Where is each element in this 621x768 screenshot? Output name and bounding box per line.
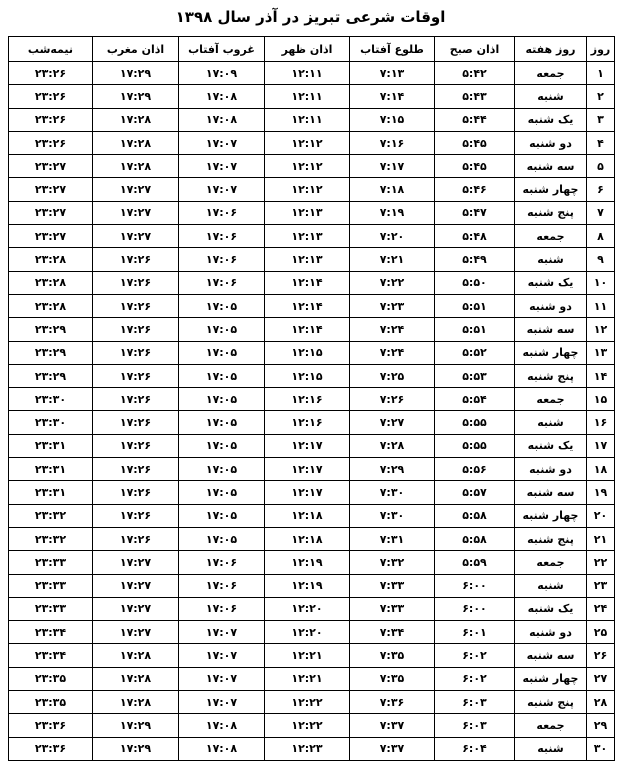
table-row	[9, 691, 615, 714]
sunrise-cell: ۷:۲۵	[350, 364, 435, 387]
midnight-cell: ۲۳:۲۸	[9, 294, 93, 317]
maghrib-cell: ۱۷:۲۹	[93, 714, 179, 737]
midnight-cell: ۲۳:۲۷	[9, 155, 93, 178]
day-cell: ۲۶	[587, 644, 615, 667]
fajr-cell: ۵:۴۳	[435, 85, 515, 108]
sunrise-cell: ۷:۱۴	[350, 85, 435, 108]
fajr-cell: ۶:۰۱	[435, 621, 515, 644]
midnight-cell: ۲۳:۳۰	[9, 411, 93, 434]
header-maghrib: اذان مغرب	[93, 37, 179, 62]
fajr-cell: ۶:۰۲	[435, 667, 515, 690]
midnight-cell: ۲۳:۲۷	[9, 178, 93, 201]
fajr-cell: ۵:۴۴	[435, 108, 515, 131]
table-row	[9, 131, 615, 154]
sunrise-cell: ۷:۳۲	[350, 551, 435, 574]
sunset-cell: ۱۷:۰۷	[179, 691, 265, 714]
table-row	[9, 318, 615, 341]
weekday-cell: پنج شنبه	[515, 527, 587, 550]
header-row	[9, 37, 615, 62]
table-row	[9, 364, 615, 387]
table-row	[9, 714, 615, 737]
midnight-cell: ۲۳:۳۱	[9, 481, 93, 504]
dhuhr-cell: ۱۲:۱۳	[265, 225, 350, 248]
table-row	[9, 458, 615, 481]
day-cell: ۷	[587, 201, 615, 224]
day-cell: ۲۳	[587, 574, 615, 597]
day-cell: ۱۰	[587, 271, 615, 294]
table-row	[9, 481, 615, 504]
sunset-cell: ۱۷:۰۸	[179, 85, 265, 108]
weekday-cell: پنج شنبه	[515, 691, 587, 714]
sunrise-cell: ۷:۲۷	[350, 411, 435, 434]
weekday-cell: شنبه	[515, 574, 587, 597]
header-dhuhr: اذان ظهر	[265, 37, 350, 62]
midnight-cell: ۲۳:۳۰	[9, 388, 93, 411]
midnight-cell: ۲۳:۲۶	[9, 85, 93, 108]
header-sunrise: طلوع آفتاب	[350, 37, 435, 62]
sunrise-cell: ۷:۲۴	[350, 318, 435, 341]
sunrise-cell: ۷:۳۱	[350, 527, 435, 550]
midnight-cell: ۲۳:۳۱	[9, 434, 93, 457]
sunrise-cell: ۷:۲۳	[350, 294, 435, 317]
fajr-cell: ۶:۰۰	[435, 597, 515, 620]
dhuhr-cell: ۱۲:۲۲	[265, 691, 350, 714]
midnight-cell: ۲۳:۳۳	[9, 597, 93, 620]
day-cell: ۳	[587, 108, 615, 131]
weekday-cell: جمعه	[515, 225, 587, 248]
day-cell: ۱۶	[587, 411, 615, 434]
weekday-cell: جمعه	[515, 62, 587, 85]
maghrib-cell: ۱۷:۲۷	[93, 201, 179, 224]
weekday-cell: سه شنبه	[515, 155, 587, 178]
header-sunset: غروب آفتاب	[179, 37, 265, 62]
maghrib-cell: ۱۷:۲۸	[93, 667, 179, 690]
sunset-cell: ۱۷:۰۷	[179, 155, 265, 178]
midnight-cell: ۲۳:۲۷	[9, 225, 93, 248]
midnight-cell: ۲۳:۲۶	[9, 108, 93, 131]
table-row	[9, 341, 615, 364]
day-cell: ۲۵	[587, 621, 615, 644]
sunrise-cell: ۷:۱۳	[350, 62, 435, 85]
dhuhr-cell: ۱۲:۱۷	[265, 434, 350, 457]
day-cell: ۲۲	[587, 551, 615, 574]
midnight-cell: ۲۳:۳۴	[9, 621, 93, 644]
maghrib-cell: ۱۷:۲۹	[93, 737, 179, 760]
fajr-cell: ۵:۵۸	[435, 504, 515, 527]
sunset-cell: ۱۷:۰۷	[179, 131, 265, 154]
fajr-cell: ۵:۴۵	[435, 155, 515, 178]
day-cell: ۱۸	[587, 458, 615, 481]
sunrise-cell: ۷:۲۴	[350, 341, 435, 364]
midnight-cell: ۲۳:۳۶	[9, 737, 93, 760]
dhuhr-cell: ۱۲:۱۵	[265, 341, 350, 364]
fajr-cell: ۵:۴۲	[435, 62, 515, 85]
dhuhr-cell: ۱۲:۱۲	[265, 178, 350, 201]
weekday-cell: یک شنبه	[515, 597, 587, 620]
sunrise-cell: ۷:۳۰	[350, 481, 435, 504]
dhuhr-cell: ۱۲:۲۰	[265, 597, 350, 620]
sunset-cell: ۱۷:۰۶	[179, 574, 265, 597]
fajr-cell: ۵:۵۰	[435, 271, 515, 294]
fajr-cell: ۵:۴۶	[435, 178, 515, 201]
sunset-cell: ۱۷:۰۵	[179, 364, 265, 387]
midnight-cell: ۲۳:۳۵	[9, 691, 93, 714]
table-row	[9, 62, 615, 85]
dhuhr-cell: ۱۲:۱۱	[265, 62, 350, 85]
maghrib-cell: ۱۷:۲۸	[93, 131, 179, 154]
dhuhr-cell: ۱۲:۱۳	[265, 201, 350, 224]
fajr-cell: ۶:۰۰	[435, 574, 515, 597]
midnight-cell: ۲۳:۲۶	[9, 62, 93, 85]
fajr-cell: ۵:۵۸	[435, 527, 515, 550]
maghrib-cell: ۱۷:۲۶	[93, 294, 179, 317]
table-row	[9, 248, 615, 271]
table-row	[9, 155, 615, 178]
sunrise-cell: ۷:۱۸	[350, 178, 435, 201]
sunset-cell: ۱۷:۰۵	[179, 411, 265, 434]
maghrib-cell: ۱۷:۲۶	[93, 364, 179, 387]
maghrib-cell: ۱۷:۲۶	[93, 341, 179, 364]
maghrib-cell: ۱۷:۲۹	[93, 62, 179, 85]
fajr-cell: ۵:۵۹	[435, 551, 515, 574]
midnight-cell: ۲۳:۲۹	[9, 341, 93, 364]
midnight-cell: ۲۳:۳۴	[9, 644, 93, 667]
weekday-cell: پنج شنبه	[515, 201, 587, 224]
sunrise-cell: ۷:۲۱	[350, 248, 435, 271]
sunset-cell: ۱۷:۰۵	[179, 504, 265, 527]
sunrise-cell: ۷:۱۹	[350, 201, 435, 224]
sunset-cell: ۱۷:۰۵	[179, 481, 265, 504]
dhuhr-cell: ۱۲:۲۲	[265, 714, 350, 737]
sunset-cell: ۱۷:۰۷	[179, 644, 265, 667]
sunrise-cell: ۷:۲۲	[350, 271, 435, 294]
fajr-cell: ۵:۵۳	[435, 364, 515, 387]
dhuhr-cell: ۱۲:۲۱	[265, 644, 350, 667]
header-day: روز	[587, 37, 615, 62]
fajr-cell: ۶:۰۲	[435, 644, 515, 667]
dhuhr-cell: ۱۲:۱۳	[265, 248, 350, 271]
sunrise-cell: ۷:۲۸	[350, 434, 435, 457]
day-cell: ۱۲	[587, 318, 615, 341]
dhuhr-cell: ۱۲:۱۹	[265, 551, 350, 574]
maghrib-cell: ۱۷:۲۷	[93, 597, 179, 620]
maghrib-cell: ۱۷:۲۶	[93, 434, 179, 457]
weekday-cell: چهار شنبه	[515, 667, 587, 690]
table-row	[9, 434, 615, 457]
sunrise-cell: ۷:۳۰	[350, 504, 435, 527]
maghrib-cell: ۱۷:۲۶	[93, 527, 179, 550]
weekday-cell: شنبه	[515, 85, 587, 108]
fajr-cell: ۵:۵۱	[435, 318, 515, 341]
day-cell: ۵	[587, 155, 615, 178]
table-row	[9, 388, 615, 411]
sunset-cell: ۱۷:۰۸	[179, 737, 265, 760]
midnight-cell: ۲۳:۳۶	[9, 714, 93, 737]
fajr-cell: ۵:۵۴	[435, 388, 515, 411]
fajr-cell: ۵:۴۸	[435, 225, 515, 248]
fajr-cell: ۶:۰۴	[435, 737, 515, 760]
table-row	[9, 667, 615, 690]
sunrise-cell: ۷:۲۹	[350, 458, 435, 481]
day-cell: ۱۵	[587, 388, 615, 411]
maghrib-cell: ۱۷:۲۷	[93, 178, 179, 201]
day-cell: ۲۹	[587, 714, 615, 737]
weekday-cell: دو شنبه	[515, 621, 587, 644]
midnight-cell: ۲۳:۲۷	[9, 201, 93, 224]
weekday-cell: جمعه	[515, 551, 587, 574]
table-row	[9, 411, 615, 434]
midnight-cell: ۲۳:۳۲	[9, 527, 93, 550]
day-cell: ۱۹	[587, 481, 615, 504]
sunset-cell: ۱۷:۰۸	[179, 108, 265, 131]
fajr-cell: ۶:۰۳	[435, 714, 515, 737]
maghrib-cell: ۱۷:۲۷	[93, 551, 179, 574]
fajr-cell: ۵:۵۵	[435, 434, 515, 457]
dhuhr-cell: ۱۲:۱۸	[265, 527, 350, 550]
day-cell: ۲۱	[587, 527, 615, 550]
sunrise-cell: ۷:۳۳	[350, 574, 435, 597]
day-cell: ۱۷	[587, 434, 615, 457]
table-row	[9, 574, 615, 597]
midnight-cell: ۲۳:۲۸	[9, 271, 93, 294]
table-row	[9, 644, 615, 667]
table-row	[9, 737, 615, 760]
sunset-cell: ۱۷:۰۵	[179, 294, 265, 317]
dhuhr-cell: ۱۲:۱۷	[265, 458, 350, 481]
table-row	[9, 597, 615, 620]
maghrib-cell: ۱۷:۲۸	[93, 108, 179, 131]
table-row	[9, 621, 615, 644]
sunset-cell: ۱۷:۰۵	[179, 434, 265, 457]
day-cell: ۸	[587, 225, 615, 248]
fajr-cell: ۵:۴۷	[435, 201, 515, 224]
weekday-cell: جمعه	[515, 388, 587, 411]
maghrib-cell: ۱۷:۲۶	[93, 458, 179, 481]
fajr-cell: ۵:۴۹	[435, 248, 515, 271]
table-body	[9, 62, 615, 761]
weekday-cell: پنج شنبه	[515, 364, 587, 387]
day-cell: ۹	[587, 248, 615, 271]
sunrise-cell: ۷:۳۵	[350, 667, 435, 690]
sunset-cell: ۱۷:۰۵	[179, 527, 265, 550]
weekday-cell: شنبه	[515, 248, 587, 271]
dhuhr-cell: ۱۲:۱۵	[265, 364, 350, 387]
day-cell: ۲۷	[587, 667, 615, 690]
maghrib-cell: ۱۷:۲۷	[93, 574, 179, 597]
sunset-cell: ۱۷:۰۵	[179, 341, 265, 364]
dhuhr-cell: ۱۲:۱۶	[265, 411, 350, 434]
sunset-cell: ۱۷:۰۷	[179, 667, 265, 690]
maghrib-cell: ۱۷:۲۶	[93, 504, 179, 527]
maghrib-cell: ۱۷:۲۶	[93, 411, 179, 434]
sunrise-cell: ۷:۳۷	[350, 737, 435, 760]
table-row	[9, 551, 615, 574]
day-cell: ۲۴	[587, 597, 615, 620]
dhuhr-cell: ۱۲:۱۹	[265, 574, 350, 597]
fajr-cell: ۵:۴۵	[435, 131, 515, 154]
sunrise-cell: ۷:۳۷	[350, 714, 435, 737]
dhuhr-cell: ۱۲:۲۰	[265, 621, 350, 644]
header-weekday: روز هفته	[515, 37, 587, 62]
maghrib-cell: ۱۷:۲۷	[93, 225, 179, 248]
weekday-cell: سه شنبه	[515, 318, 587, 341]
midnight-cell: ۲۳:۳۳	[9, 574, 93, 597]
fajr-cell: ۵:۵۶	[435, 458, 515, 481]
midnight-cell: ۲۳:۳۲	[9, 504, 93, 527]
table-row	[9, 527, 615, 550]
maghrib-cell: ۱۷:۲۶	[93, 318, 179, 341]
dhuhr-cell: ۱۲:۱۸	[265, 504, 350, 527]
table-row	[9, 108, 615, 131]
fajr-cell: ۵:۵۵	[435, 411, 515, 434]
day-cell: ۶	[587, 178, 615, 201]
fajr-cell: ۵:۵۷	[435, 481, 515, 504]
weekday-cell: دو شنبه	[515, 131, 587, 154]
sunrise-cell: ۷:۱۶	[350, 131, 435, 154]
table-row	[9, 271, 615, 294]
weekday-cell: چهار شنبه	[515, 178, 587, 201]
weekday-cell: یک شنبه	[515, 434, 587, 457]
sunrise-cell: ۷:۲۶	[350, 388, 435, 411]
sunset-cell: ۱۷:۰۶	[179, 248, 265, 271]
sunset-cell: ۱۷:۰۵	[179, 318, 265, 341]
sunrise-cell: ۷:۳۳	[350, 597, 435, 620]
day-cell: ۲۰	[587, 504, 615, 527]
day-cell: ۱۱	[587, 294, 615, 317]
dhuhr-cell: ۱۲:۱۲	[265, 131, 350, 154]
sunrise-cell: ۷:۲۰	[350, 225, 435, 248]
dhuhr-cell: ۱۲:۱۱	[265, 108, 350, 131]
page-title: اوقات شرعی تبریز در آذر سال ۱۳۹۸	[175, 8, 446, 26]
midnight-cell: ۲۳:۳۱	[9, 458, 93, 481]
dhuhr-cell: ۱۲:۱۲	[265, 155, 350, 178]
sunset-cell: ۱۷:۰۶	[179, 201, 265, 224]
dhuhr-cell: ۱۲:۲۱	[265, 667, 350, 690]
fajr-cell: ۵:۵۲	[435, 341, 515, 364]
fajr-cell: ۶:۰۳	[435, 691, 515, 714]
sunset-cell: ۱۷:۰۶	[179, 551, 265, 574]
weekday-cell: شنبه	[515, 737, 587, 760]
day-cell: ۲۸	[587, 691, 615, 714]
day-cell: ۱۴	[587, 364, 615, 387]
weekday-cell: دو شنبه	[515, 294, 587, 317]
prayer-times-table	[8, 36, 615, 761]
day-cell: ۴	[587, 131, 615, 154]
sunset-cell: ۱۷:۰۵	[179, 458, 265, 481]
sunrise-cell: ۷:۱۵	[350, 108, 435, 131]
weekday-cell: شنبه	[515, 411, 587, 434]
day-cell: ۱	[587, 62, 615, 85]
table-row	[9, 178, 615, 201]
weekday-cell: جمعه	[515, 714, 587, 737]
midnight-cell: ۲۳:۲۹	[9, 364, 93, 387]
header-fajr: اذان صبح	[435, 37, 515, 62]
sunset-cell: ۱۷:۰۹	[179, 62, 265, 85]
dhuhr-cell: ۱۲:۱۶	[265, 388, 350, 411]
maghrib-cell: ۱۷:۲۸	[93, 644, 179, 667]
maghrib-cell: ۱۷:۲۷	[93, 621, 179, 644]
midnight-cell: ۲۳:۲۹	[9, 318, 93, 341]
sunset-cell: ۱۷:۰۶	[179, 597, 265, 620]
midnight-cell: ۲۳:۳۵	[9, 667, 93, 690]
table-row	[9, 85, 615, 108]
maghrib-cell: ۱۷:۲۸	[93, 691, 179, 714]
weekday-cell: دو شنبه	[515, 458, 587, 481]
dhuhr-cell: ۱۲:۱۴	[265, 271, 350, 294]
maghrib-cell: ۱۷:۲۶	[93, 481, 179, 504]
sunset-cell: ۱۷:۰۷	[179, 621, 265, 644]
sunset-cell: ۱۷:۰۷	[179, 178, 265, 201]
maghrib-cell: ۱۷:۲۶	[93, 271, 179, 294]
table-row	[9, 201, 615, 224]
dhuhr-cell: ۱۲:۱۷	[265, 481, 350, 504]
midnight-cell: ۲۳:۲۸	[9, 248, 93, 271]
table-row	[9, 225, 615, 248]
sunrise-cell: ۷:۱۷	[350, 155, 435, 178]
table-row	[9, 294, 615, 317]
day-cell: ۱۳	[587, 341, 615, 364]
fajr-cell: ۵:۵۱	[435, 294, 515, 317]
sunset-cell: ۱۷:۰۸	[179, 714, 265, 737]
midnight-cell: ۲۳:۳۳	[9, 551, 93, 574]
day-cell: ۲	[587, 85, 615, 108]
dhuhr-cell: ۱۲:۱۱	[265, 85, 350, 108]
maghrib-cell: ۱۷:۲۸	[93, 155, 179, 178]
midnight-cell: ۲۳:۲۶	[9, 131, 93, 154]
dhuhr-cell: ۱۲:۲۳	[265, 737, 350, 760]
maghrib-cell: ۱۷:۲۹	[93, 85, 179, 108]
weekday-cell: چهار شنبه	[515, 341, 587, 364]
weekday-cell: یک شنبه	[515, 271, 587, 294]
sunrise-cell: ۷:۳۴	[350, 621, 435, 644]
header-midnight: نیمه‌شب	[9, 37, 93, 62]
sunset-cell: ۱۷:۰۶	[179, 271, 265, 294]
weekday-cell: چهار شنبه	[515, 504, 587, 527]
table-row	[9, 504, 615, 527]
sunset-cell: ۱۷:۰۵	[179, 388, 265, 411]
dhuhr-cell: ۱۲:۱۴	[265, 318, 350, 341]
weekday-cell: سه شنبه	[515, 644, 587, 667]
sunrise-cell: ۷:۳۵	[350, 644, 435, 667]
weekday-cell: سه شنبه	[515, 481, 587, 504]
day-cell: ۳۰	[587, 737, 615, 760]
weekday-cell: یک شنبه	[515, 108, 587, 131]
maghrib-cell: ۱۷:۲۶	[93, 248, 179, 271]
dhuhr-cell: ۱۲:۱۴	[265, 294, 350, 317]
maghrib-cell: ۱۷:۲۶	[93, 388, 179, 411]
sunrise-cell: ۷:۳۶	[350, 691, 435, 714]
sunset-cell: ۱۷:۰۶	[179, 225, 265, 248]
